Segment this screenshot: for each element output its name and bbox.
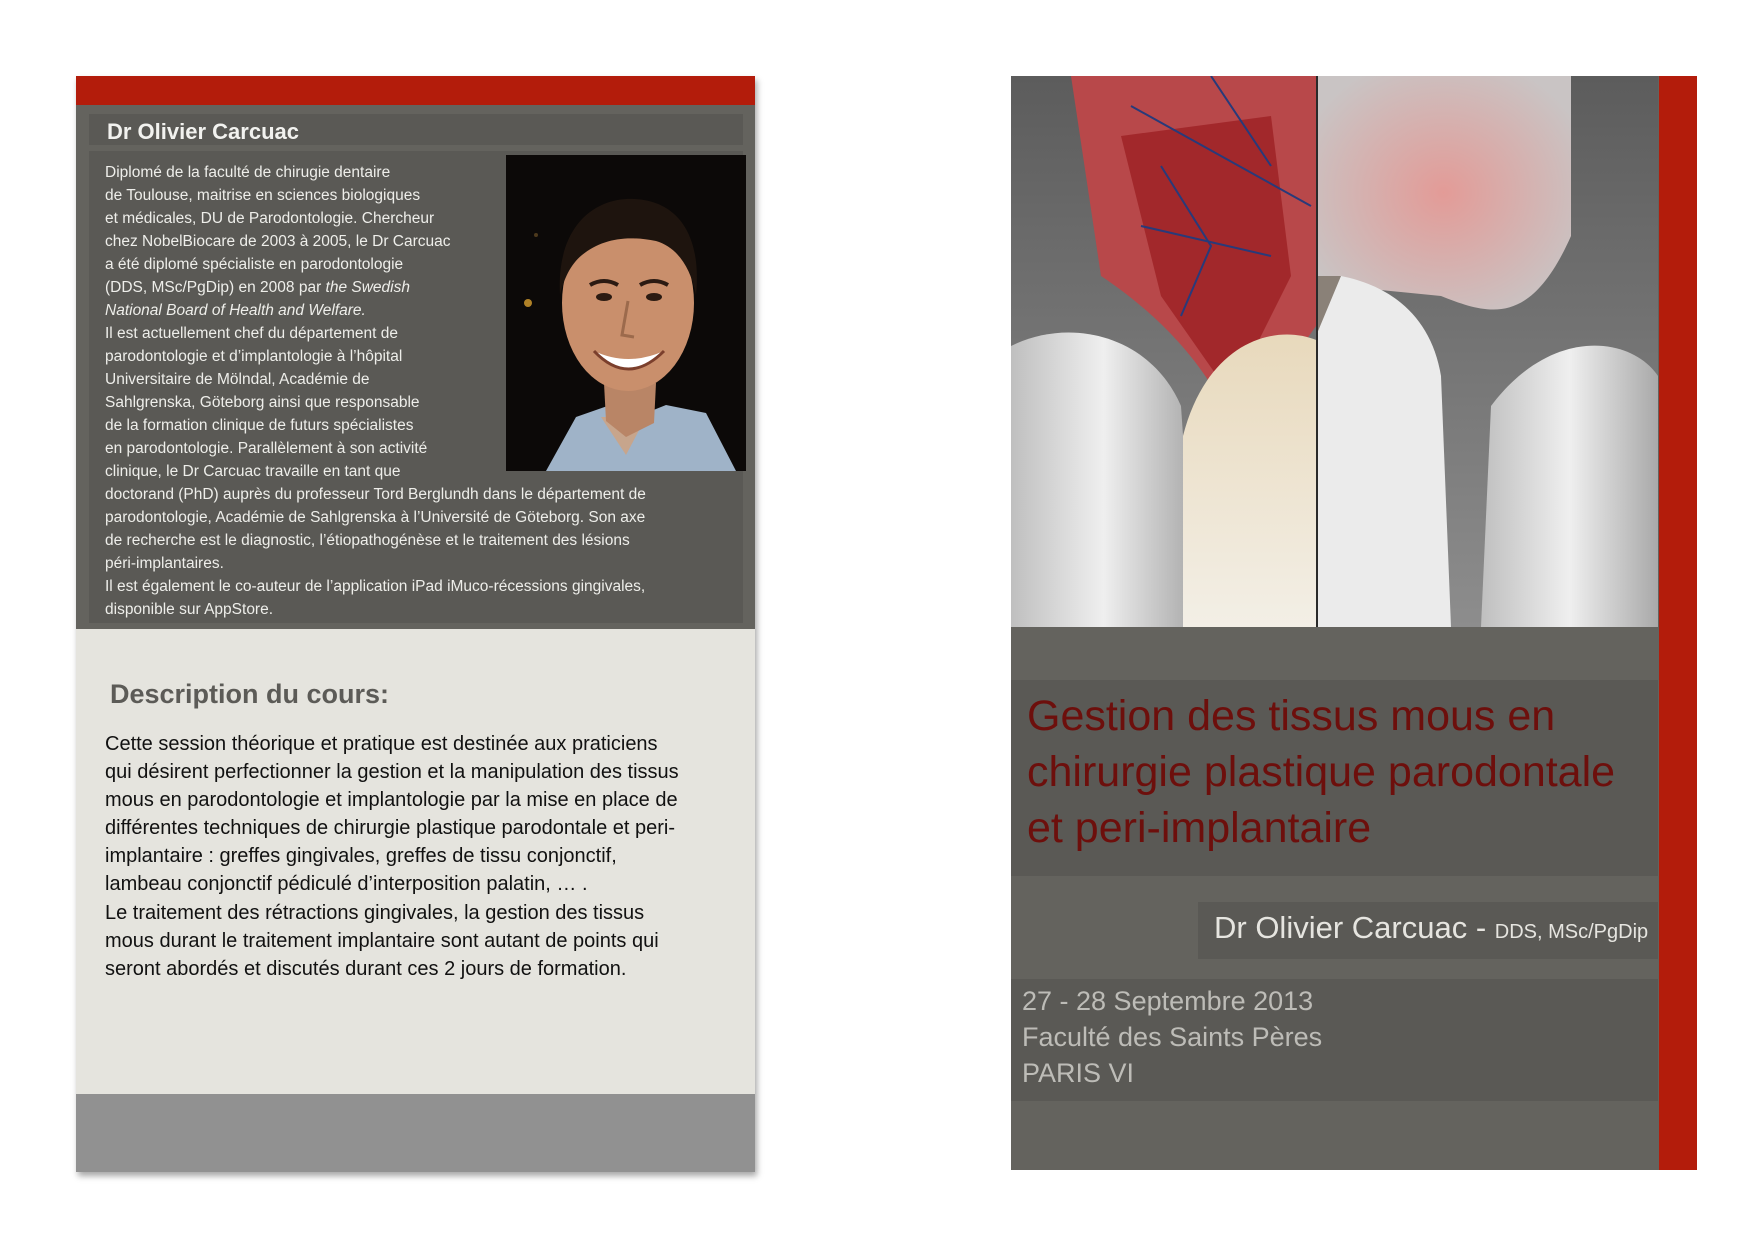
title-band: [1011, 680, 1658, 876]
left-page: [76, 76, 755, 1172]
bio-line: Il est également le co-auteur de l’application iPad iMuco-récessions gingivales,: [105, 578, 646, 595]
bio-line: de recherche est le diagnostic, l’étiopathogénèse et le traitement des lésions: [105, 532, 630, 549]
bio-line: en parodontologie. Parallèlement à son activité: [105, 440, 428, 457]
right-page-cover: [1011, 76, 1697, 1170]
bio-line: Universitaire de Mölndal, Académie de: [105, 371, 370, 388]
bio-italic-fragment: the Swedish: [325, 279, 410, 296]
bio-line-italic: [105, 299, 741, 322]
bio-line: de Toulouse, maitrise en sciences biologiques: [105, 187, 421, 204]
clinical-photo: [1011, 76, 1658, 627]
description-line: lambeau conjonctif pédiculé d’interposition palatin, … .: [105, 873, 588, 896]
description-line: Le traitement des rétractions gingivales, la gestion des tissus: [105, 901, 645, 924]
description-line: différentes techniques de chirurgie plastique parodontale et peri-: [105, 817, 675, 840]
description-line: implantaire : greffes gingivales, greffes de tissu conjonctif,: [105, 845, 617, 868]
event-city: PARIS VI: [1022, 1058, 1135, 1088]
course-title-line: Gestion des tissus mous en: [1027, 692, 1556, 740]
description-line: seront abordés et discutés durant ces 2 jours de formation.: [105, 957, 627, 980]
event-venue: Faculté des Saints Pères: [1022, 1022, 1323, 1052]
description-heading: Description du cours:: [110, 679, 390, 709]
clinical-photo-illustration: [1011, 76, 1658, 627]
top-accent-bar: [76, 76, 755, 105]
bio-name: Dr Olivier Carcuac: [107, 119, 299, 144]
bio-line: clinique, le Dr Carcuac travaille en tant que: [105, 463, 401, 480]
bio-line-with-italic: [105, 276, 741, 299]
bio-line-text: (DDS, MSc/PgDip) en 2008 par: [105, 279, 322, 296]
author-name: [1214, 910, 1648, 946]
bio-text: [105, 161, 741, 621]
bio-line: Il est actuellement chef du département de: [105, 325, 398, 342]
author-credentials: DDS, MSc/PgDip: [1494, 921, 1649, 943]
course-title-line: et peri-implantaire: [1027, 804, 1372, 852]
bio-line: parodontologie, Académie de Sahlgrenska à l’Université de Göteborg. Son axe: [105, 509, 646, 526]
bio-line: a été diplomé spécialiste en parodontologie: [105, 256, 404, 273]
bio-panel: [76, 105, 755, 629]
bio-line: Diplomé de la faculté de chirugie dentaire: [105, 164, 391, 181]
description-line: mous en parodontologie et implantologie par la mise en place de: [105, 789, 678, 812]
event-info-box: [1011, 979, 1658, 1101]
bio-box: [89, 151, 743, 623]
event-dates: 27 - 28 Septembre 2013: [1022, 986, 1314, 1016]
bio-line: Sahlgrenska, Göteborg ainsi que responsable: [105, 394, 420, 411]
footer-bar: [76, 1094, 755, 1172]
bio-line: de la formation clinique de futurs spécialistes: [105, 417, 414, 434]
author-box: [1198, 902, 1658, 959]
description-line: qui désirent perfectionner la gestion et la manipulation des tissus: [105, 761, 679, 784]
bio-line: disponible sur AppStore.: [105, 601, 274, 618]
bio-line: doctorand (PhD) auprès du professeur Tord Berglundh dans le département de: [105, 486, 646, 503]
bio-line: et médicales, DU de Parodontologie. Chercheur: [105, 210, 435, 227]
bio-line: péri-implantaires.: [105, 555, 224, 572]
bio-line: parodontologie et d’implantologie à l’hôpital: [105, 348, 403, 365]
author-name-text: Dr Olivier Carcuac -: [1214, 910, 1495, 945]
bio-line: chez NobelBiocare de 2003 à 2005, le Dr Carcuac: [105, 233, 451, 250]
description-line: Cette session théorique et pratique est destinée aux praticiens: [105, 733, 658, 755]
description-line: mous durant le traitement implantaire sont autant de points qui: [105, 929, 659, 952]
event-info: [1022, 983, 1322, 1091]
course-title-line: chirurgie plastique parodontale: [1027, 748, 1616, 796]
description-body: [105, 730, 745, 983]
bio-italic-line: National Board of Health and Welfare.: [105, 302, 366, 319]
right-accent-bar: [1659, 76, 1697, 1170]
course-title: [1027, 688, 1647, 856]
bio-name-bar: [89, 114, 743, 145]
